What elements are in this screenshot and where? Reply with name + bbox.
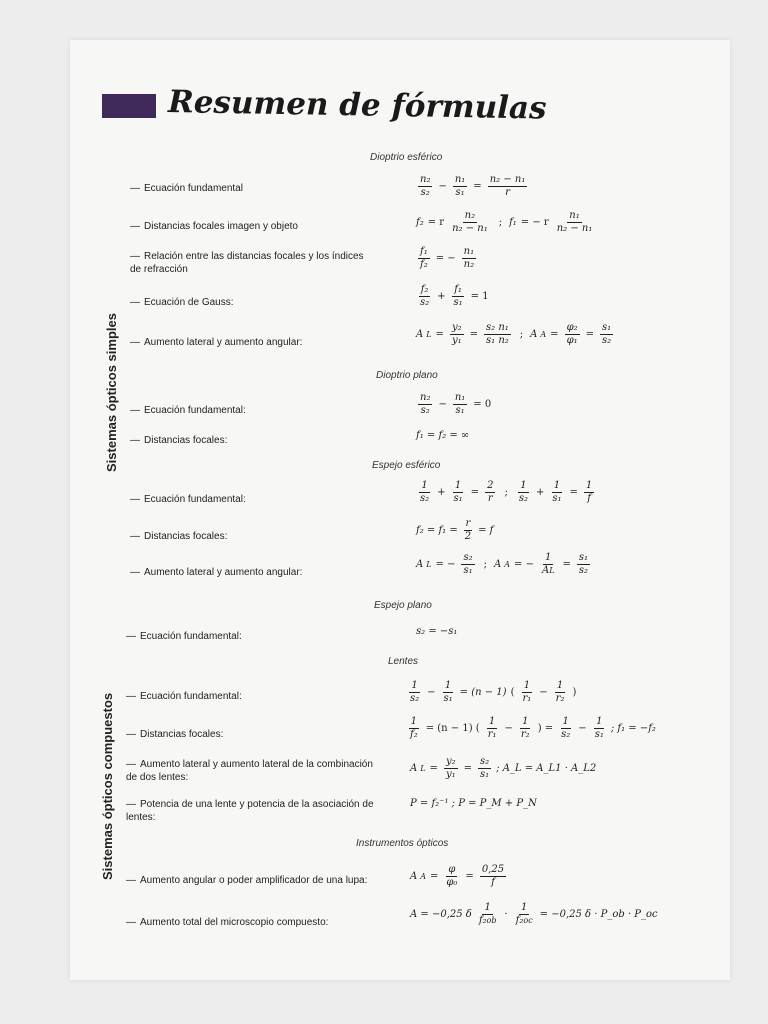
formula-l-pot: P = f₂⁻¹ ; P = P_M + P_N [410, 798, 537, 809]
row-label: — Aumento lateral y aumento angular: [130, 337, 303, 348]
formula-de-dist: f₂ = r $\frac{\text{n₂}}{\text{n₂ − n₁}}$ ; f₁ = − r $\frac{\text{n₁}}{\text{n₂ − n₁}}$ [416, 210, 593, 234]
formula-dp-fund: $\frac{\text{n₂}}{\text{s₂}}$ − $\frac{\text{n₁}}{\text{s₁}}$ = 0 [420, 392, 492, 416]
formula-io-micro: A = −0,25 δ $\frac{1}{\text{f₂ob}}$ · $\frac{1}{\text{f₂oc}}$ = −0,25 δ · P_ob · P_oc [410, 902, 658, 926]
formula-de-rel: $\frac{\text{f₁}}{\text{f₂}}$ = − $\frac{\text{n₁}}{\text{n₂}}$ [420, 246, 475, 270]
formula-l-dist: $\frac{1}{\text{f₂}}$ = (n − 1) ( $\frac{1}{\text{r₁}}$ − $\frac{1}{\text{r₂}}$ ) = $\frac{1}{\text{s₂}}$ − $\frac{1}{\text{s₁}}$ ; f₁ = −f₂ [410, 716, 656, 740]
formula-dp-dist: f₁ = f₂ = ∞ [416, 430, 470, 441]
row-label: — Aumento total del microscopio compuesto: [126, 917, 329, 928]
row-label: — Ecuación fundamental: [126, 631, 242, 642]
side-label-compuestos: Sistemas ópticos compuestos [100, 692, 115, 880]
formula-ep-fund: s₂ = −s₁ [416, 626, 458, 637]
row-label: — Ecuación fundamental: [130, 405, 246, 416]
document-page [70, 40, 730, 980]
row-label: — Distancias focales: [126, 729, 224, 740]
section-dioptrio-esferico: Dioptrio esférico [370, 152, 443, 163]
row-label: — Ecuación fundamental: [126, 691, 242, 702]
section-instrumentos: Instrumentos ópticos [356, 838, 449, 849]
section-lentes: Lentes [388, 656, 419, 667]
row-label: — Aumento lateral y aumento lateral de la combinación de dos lentes: [126, 759, 373, 783]
title-accent-bar [102, 94, 156, 118]
row-label: — Distancias focales: [130, 435, 228, 446]
row-label: — Distancias focales imagen y objeto [130, 221, 298, 232]
formula-io-lupa: A A = $\frac{\varphi}{\text{φ₀}}$ = $\frac{0,25}{f}$ [410, 864, 505, 888]
row-label: — Distancias focales: [130, 531, 228, 542]
side-label-simple: Sistemas ópticos simples [104, 313, 119, 472]
section-dioptrio-plano: Dioptrio plano [376, 370, 438, 381]
row-label: — Aumento lateral y aumento angular: [130, 567, 303, 578]
section-espejo-esferico: Espejo esférico [372, 460, 441, 471]
row-label: — Ecuación de Gauss: [130, 297, 234, 308]
formula-de-aum: A L = $\frac{\text{y₂}}{\text{y₁}}$ = $\frac{\text{s₂ n₁}}{\text{s₁ n₂}}$ ; A A = $\frac{\text{φ₂}}{\text{φ₁}}$ = $\frac{\text{s₁}}{\text{s₂}}$ [416, 322, 612, 346]
formula-de-gauss: $\frac{\text{f₂}}{\text{s₂}}$ + $\frac{\text{f₁}}{\text{s₁}}$ = 1 [420, 284, 489, 308]
formula-ee-dist: f₂ = f₁ = $\frac{r}{2}$ = f [416, 518, 494, 542]
row-label: — Potencia de una lente y potencia de la asociación de lentes: [126, 799, 374, 823]
formula-ee-fund: $\frac{1}{\text{s₂}}$ + $\frac{1}{\text{s₁}}$ = $\frac{2}{r}$ ; $\frac{1}{\text{s₂}}$ + $\frac{1}{\text{s₁}}$ = $\frac{1}{f}$ [420, 480, 593, 504]
row-label: — Aumento angular o poder amplificador de una lupa: [126, 875, 368, 886]
section-espejo-plano: Espejo plano [374, 600, 432, 611]
formula-ee-aum: A L = − $\frac{\text{s₂}}{\text{s₁}}$ ; A A = − $\frac{1}{AL}$ = $\frac{\text{s₁}}{\text{s₂}}$ [416, 552, 589, 576]
row-label: — Ecuación fundamental [130, 183, 243, 194]
formula-l-aum: A L = $\frac{\text{y₂}}{\text{y₁}}$ = $\frac{\text{s₂}}{\text{s₁}}$ ; A_L = A_L1 · A_L2 [410, 756, 597, 780]
page-title: Resumen de fórmulas [167, 84, 547, 127]
formula-l-fund: $\frac{1}{\text{s₂}}$ − $\frac{1}{\text{s₁}}$ = (n − 1) ( $\frac{1}{\text{r₁}}$ − $\frac{1}{\text{r₂}}$ ) [410, 680, 577, 704]
row-label: — Relación entre las distancias focales y los índices de refracción [130, 251, 364, 275]
row-label: — Ecuación fundamental: [130, 494, 246, 505]
formula-de-fund: $\frac{\text{n₂}}{\text{s₂}}$ − $\frac{\text{n₁}}{\text{s₁}}$ = $\frac{\text{n₂ − n₁}}{r}$ [420, 174, 526, 198]
